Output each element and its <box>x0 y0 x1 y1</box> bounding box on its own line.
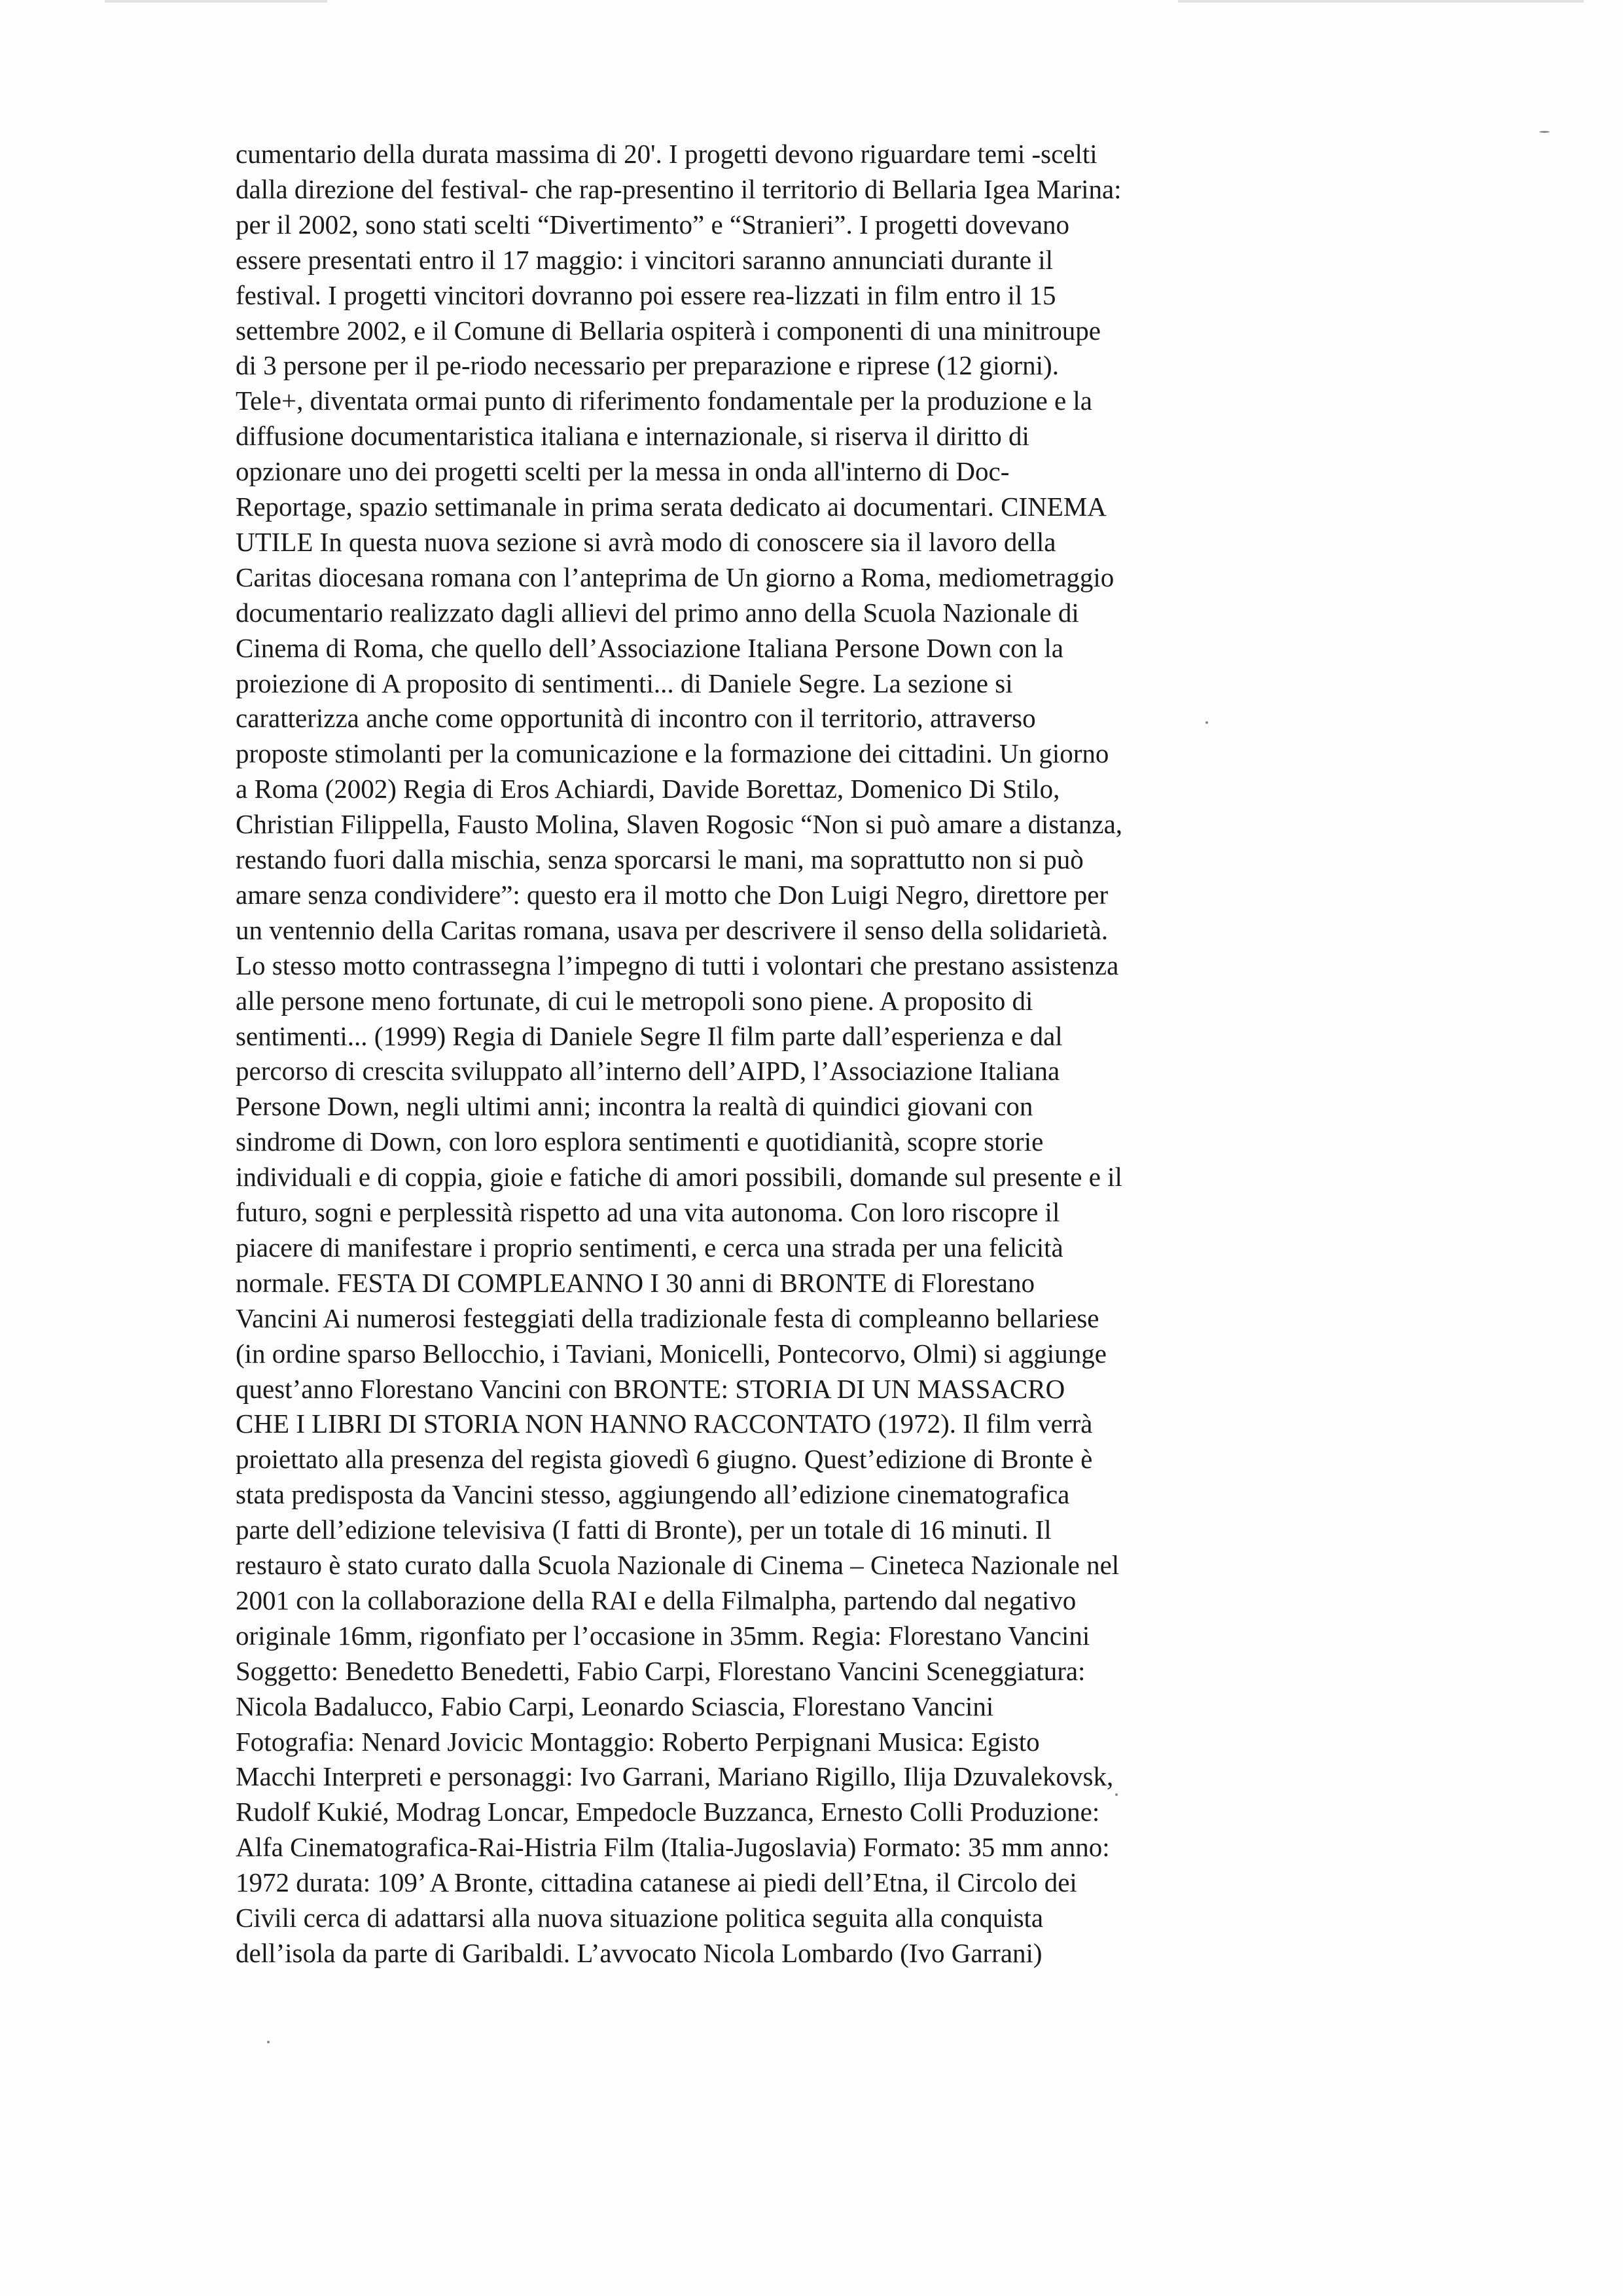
text-line: Vancini Ai numerosi festeggiati della tradizionale festa di compleanno bellariese <box>236 1302 1099 1333</box>
text-line: un ventennio della Caritas romana, usava per descrivere il senso della solidarietà. <box>236 914 1109 945</box>
text-line: Reportage, spazio settimanale in prima serata dedicato ai documentari. CINEMA <box>236 492 1107 522</box>
text-line: Macchi Interpreti e personaggi: Ivo Garrani, Mariano Rigillo, Ilija Dzuvalekovsk, <box>236 1761 1114 1792</box>
text-line: proposte stimolanti per la comunicazione e la formazione dei cittadini. Un giorno <box>236 738 1109 769</box>
text-line: CHE I LIBRI DI STORIA NON HANNO RACCONTATO (1972). Il film verrà <box>236 1408 1093 1439</box>
text-line: parte dell’edizione televisiva (I fatti di Bronte), per un totale di 16 minuti. Il <box>236 1515 1052 1545</box>
text-line: Caritas diocesana romana con l’anteprima de Un giorno a Roma, mediometraggio <box>236 562 1115 592</box>
text-line: di 3 persone per il pe-riodo necessario per preparazione e riprese (12 giorni). <box>236 350 1059 381</box>
text-line: 1972 durata: 109’ A Bronte, cittadina catanese ai piedi dell’Etna, il Circolo dei <box>236 1867 1077 1898</box>
body-text <box>236 136 1623 1971</box>
text-line: alle persone meno fortunate, di cui le metropoli sono piene. A proposito di <box>236 985 1033 1016</box>
scan-speck <box>1539 131 1550 133</box>
text-line: piacere di manifestare i proprio sentimenti, e cerca una strada per una felicità <box>236 1232 1063 1263</box>
text-line: cumentario della durata massima di 20'. I progetti devono riguardare temi -scelti <box>236 139 1097 169</box>
text-line: UTILE In questa nuova sezione si avrà modo di conoscere sia il lavoro della <box>236 526 1056 557</box>
scan-artifact-line <box>105 0 327 3</box>
text-line: documentario realizzato dagli allievi del primo anno della Scuola Nazionale di <box>236 597 1079 628</box>
text-line: quest’anno Florestano Vancini con BRONTE: STORIA DI UN MASSACRO <box>236 1373 1065 1404</box>
text-line: festival. I progetti vincitori dovranno poi essere rea-lizzati in film entro il 15 <box>236 279 1056 310</box>
text-line: percorso di crescita sviluppato all’interno dell’AIPD, l’Associazione Italiana <box>236 1056 1060 1086</box>
text-line: essere presentati entro il 17 maggio: i vincitori saranno annunciati durante il <box>236 244 1053 275</box>
text-line: settembre 2002, e il Comune di Bellaria ospiterà i componenti di una minitroupe <box>236 315 1101 346</box>
text-line: individuali e di coppia, gioie e fatiche di amori possibili, domande sul presente e il <box>236 1162 1122 1193</box>
scan-artifact-line <box>1178 0 1584 3</box>
text-line: Soggetto: Benedetto Benedetti, Fabio Carpi, Florestano Vancini Sceneggiatura: <box>236 1655 1086 1686</box>
text-line: stata predisposta da Vancini stesso, aggiungendo all’edizione cinematografica <box>236 1479 1070 1510</box>
text-line: Alfa Cinematografica-Rai-Histria Film (Italia-Jugoslavia) Formato: 35 mm anno: <box>236 1832 1110 1863</box>
text-line: Christian Filippella, Fausto Molina, Slaven Rogosic “Non si può amare a distanza, <box>236 809 1123 840</box>
text-line: amare senza condividere”: questo era il motto che Don Luigi Negro, direttore per <box>236 879 1109 910</box>
text-line: restauro è stato curato dalla Scuola Nazionale di Cinema – Cineteca Nazionale nel <box>236 1550 1120 1580</box>
text-line: (in ordine sparso Bellocchio, i Taviani, Monicelli, Pontecorvo, Olmi) si aggiunge <box>236 1338 1107 1369</box>
text-line: Persone Down, negli ultimi anni; incontra la realtà di quindici giovani con <box>236 1091 1033 1122</box>
text-line: sindrome di Down, con loro esplora sentimenti e quotidianità, scopre storie <box>236 1126 1044 1157</box>
text-line: dalla direzione del festival- che rap-presentino il territorio di Bellaria Igea Marina: <box>236 173 1122 204</box>
text-line: diffusione documentaristica italiana e internazionale, si riserva il diritto di <box>236 421 1029 452</box>
text-line: proiezione di A proposito di sentimenti... di Daniele Segre. La sezione si <box>236 668 1013 698</box>
text-line: futuro, sogni e perplessità rispetto ad una vita autonoma. Con loro riscopre il <box>236 1197 1060 1227</box>
text-line: Cinema di Roma, che quello dell’Associazione Italiana Persone Down con la <box>236 632 1063 663</box>
text-line: normale. FESTA DI COMPLEANNO I 30 anni di BRONTE di Florestano <box>236 1267 1035 1298</box>
text-line: 2001 con la collaborazione della RAI e della Filmalpha, partendo dal negativo <box>236 1585 1077 1615</box>
text-line: originale 16mm, rigonfiato per l’occasione in 35mm. Regia: Florestano Vancini <box>236 1620 1090 1651</box>
scan-speck <box>1115 1793 1118 1796</box>
text-line: dell’isola da parte di Garibaldi. L’avvocato Nicola Lombardo (Ivo Garrani) <box>236 1937 1043 1968</box>
text-line: Fotografia: Nenard Jovicic Montaggio: Roberto Perpignani Musica: Egisto <box>236 1726 1040 1757</box>
text-line: Tele+, diventata ormai punto di riferimento fondamentale per la produzione e la <box>236 386 1092 416</box>
scan-speck <box>267 2041 270 2043</box>
scan-speck <box>1205 721 1208 724</box>
text-line: sentimenti... (1999) Regia di Daniele Segre Il film parte dall’esperienza e dal <box>236 1020 1063 1051</box>
text-line: proiettato alla presenza del regista giovedì 6 giugno. Quest’edizione di Bronte è <box>236 1444 1093 1475</box>
text-line: Lo stesso motto contrassegna l’impegno di tutti i volontari che prestano assistenza <box>236 950 1119 980</box>
text-line: Civili cerca di adattarsi alla nuova situazione politica seguita alla conquista <box>236 1903 1044 1933</box>
text-line: per il 2002, sono stati scelti “Divertimento” e “Stranieri”. I progetti dovevano <box>236 209 1070 240</box>
text-line: Nicola Badalucco, Fabio Carpi, Leonardo Sciascia, Florestano Vancini <box>236 1691 994 1721</box>
text-line: restando fuori dalla mischia, senza sporcarsi le mani, ma soprattutto non si può <box>236 844 1084 874</box>
text-line: opzionare uno dei progetti scelti per la messa in onda all'interno di Doc- <box>236 456 1010 487</box>
text-line: a Roma (2002) Regia di Eros Achiardi, Davide Borettaz, Domenico Di Stilo, <box>236 774 1060 804</box>
text-line: caratterizza anche come opportunità di incontro con il territorio, attraverso <box>236 703 1036 734</box>
text-line: Rudolf Kukié, Modrag Loncar, Empedocle Buzzanca, Ernesto Colli Produzione: <box>236 1797 1100 1827</box>
